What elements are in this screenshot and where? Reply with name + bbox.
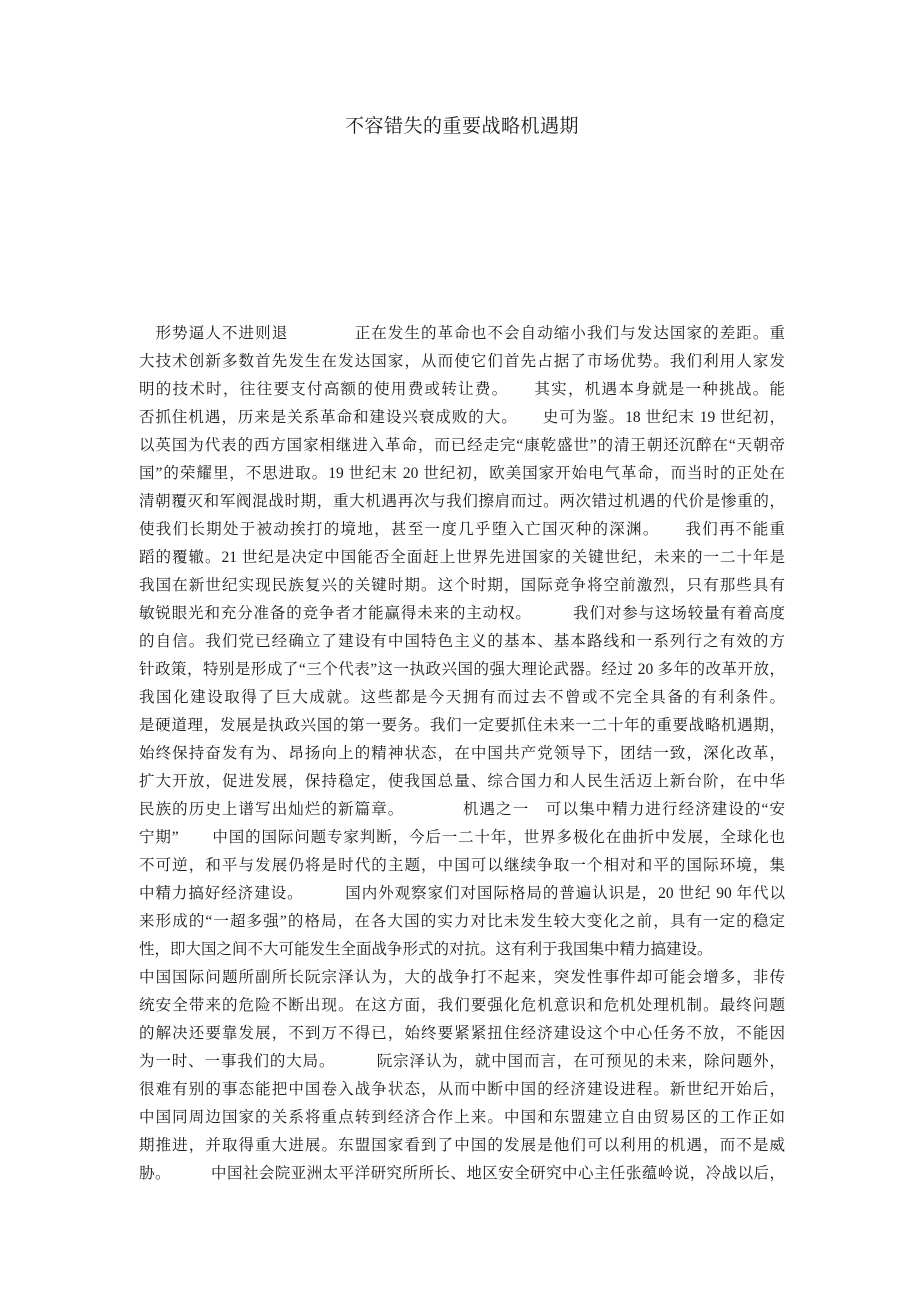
body-line: 国”的荣耀里，不思进取。19 世纪末 20 世纪初，欧美国家开始电气革命，而当时的正处在 — [139, 465, 785, 482]
body-line: 针政策，特别是形成了“三个代表”这一执政兴国的强大理论武器。经过 20 多年的改革开放， — [139, 661, 785, 678]
body-line: 始终保持奋发有为、昂扬向上的精神状态，在中国共产党领导下，团结一致，深化改革， — [139, 745, 785, 762]
body-line: 否抓住机遇，历来是关系革命和建设兴衰成败的大。 史可为鉴。18 世纪末 19 世纪初， — [139, 409, 785, 426]
body-line: 性，即大国之间不大可能发生全面战争形式的对抗。这有利于我国集中精力搞建设。 — [139, 941, 713, 958]
body-line: 的自信。我们党已经确立了建设有中国特色主义的基本、基本路线和一系列行之有效的方 — [139, 633, 785, 650]
body-line: 胁。 中国社会院亚洲太平洋研究所所长、地区安全研究中心主任张蕴岭说，冷战以后， — [139, 1165, 785, 1182]
body-line: 很难有别的事态能把中国卷入战争状态，从而中断中国的经济建设进程。新世纪开始后， — [139, 1081, 785, 1098]
body-line: 我国在新世纪实现民族复兴的关键时期。这个时期，国际竞争将空前激烈，只有那些具有 — [139, 577, 785, 594]
body-line: 中国国际问题所副所长阮宗泽认为，大的战争打不起来，突发性事件却可能会增多，非传 — [139, 969, 785, 986]
document-title: 不容错失的重要战略机遇期 — [344, 116, 579, 137]
body-line: 为一时、一事我们的大局。 阮宗泽认为，就中国而言，在可预见的未来，除问题外， — [139, 1053, 785, 1070]
body-line: 扩大开放，促进发展，保持稳定，使我国总量、综合国力和人民生活迈上新台阶，在中华 — [139, 773, 785, 790]
body-line: 是硬道理，发展是执政兴国的第一要务。我们一定要抓住未来一二十年的重要战略机遇期， — [139, 717, 785, 734]
body-line: 的解决还要靠发展，不到万不得已，始终要紧紧扭住经济建设这个中心任务不放，不能因 — [139, 1025, 785, 1042]
body-line: 中精力搞好经济建设。 国内外观察家们对国际格局的普遍认识是，20 世纪 90 年代以 — [139, 885, 785, 902]
body-line: 形势逼人不进则退 正在发生的革命也不会自动缩小我们与发达国家的差距。重 — [139, 325, 785, 342]
body-line: 宁期” 中国的国际问题专家判断，今后一二十年，世界多极化在曲折中发展，全球化也 — [139, 829, 785, 846]
body-line: 以英国为代表的西方国家相继进入革命，而已经走完“康乾盛世”的清王朝还沉醉在“天朝帝 — [139, 437, 785, 454]
body-line: 大技术创新多数首先发生在发达国家，从而使它们首先占据了市场优势。我们利用人家发 — [139, 353, 785, 370]
body-line: 不可逆，和平与发展仍将是时代的主题，中国可以继续争取一个相对和平的国际环境，集 — [139, 857, 785, 874]
body-line: 期推进，并取得重大进展。东盟国家看到了中国的发展是他们可以利用的机遇，而不是威 — [139, 1137, 785, 1154]
document-body — [139, 320, 785, 1188]
body-line: 清朝覆灭和军阀混战时期，重大机遇再次与我们擦肩而过。两次错过机遇的代价是惨重的， — [139, 493, 785, 510]
body-line: 明的技术时，往往要支付高额的使用费或转让费。 其实，机遇本身就是一种挑战。能 — [139, 381, 785, 398]
body-line: 我国化建设取得了巨大成就。这些都是今天拥有而过去不曾或不完全具备的有利条件。 — [139, 689, 785, 706]
body-line: 来形成的“一超多强”的格局，在各大国的实力对比未发生较大变化之前，具有一定的稳定 — [139, 913, 785, 930]
body-line: 中国同周边国家的关系将重点转到经济合作上来。中国和东盟建立自由贸易区的工作正如 — [139, 1109, 785, 1126]
body-line: 蹈的覆辙。21 世纪是决定中国能否全面赶上世界先进国家的关键世纪，未来的一二十年是 — [139, 549, 785, 566]
body-line: 统安全带来的危险不断出现。在这方面，我们要强化危机意识和危机处理机制。最终问题 — [139, 997, 785, 1014]
body-line: 民族的历史上谱写出灿烂的新篇章。 机遇之一 可以集中精力进行经济建设的“安 — [139, 801, 785, 818]
body-line: 敏锐眼光和充分准备的竞争者才能赢得未来的主动权。 我们对参与这场较量有着高度 — [139, 605, 785, 622]
body-line: 使我们长期处于被动挨打的境地，甚至一度几乎堕入亡国灭种的深渊。 我们再不能重 — [139, 521, 785, 538]
